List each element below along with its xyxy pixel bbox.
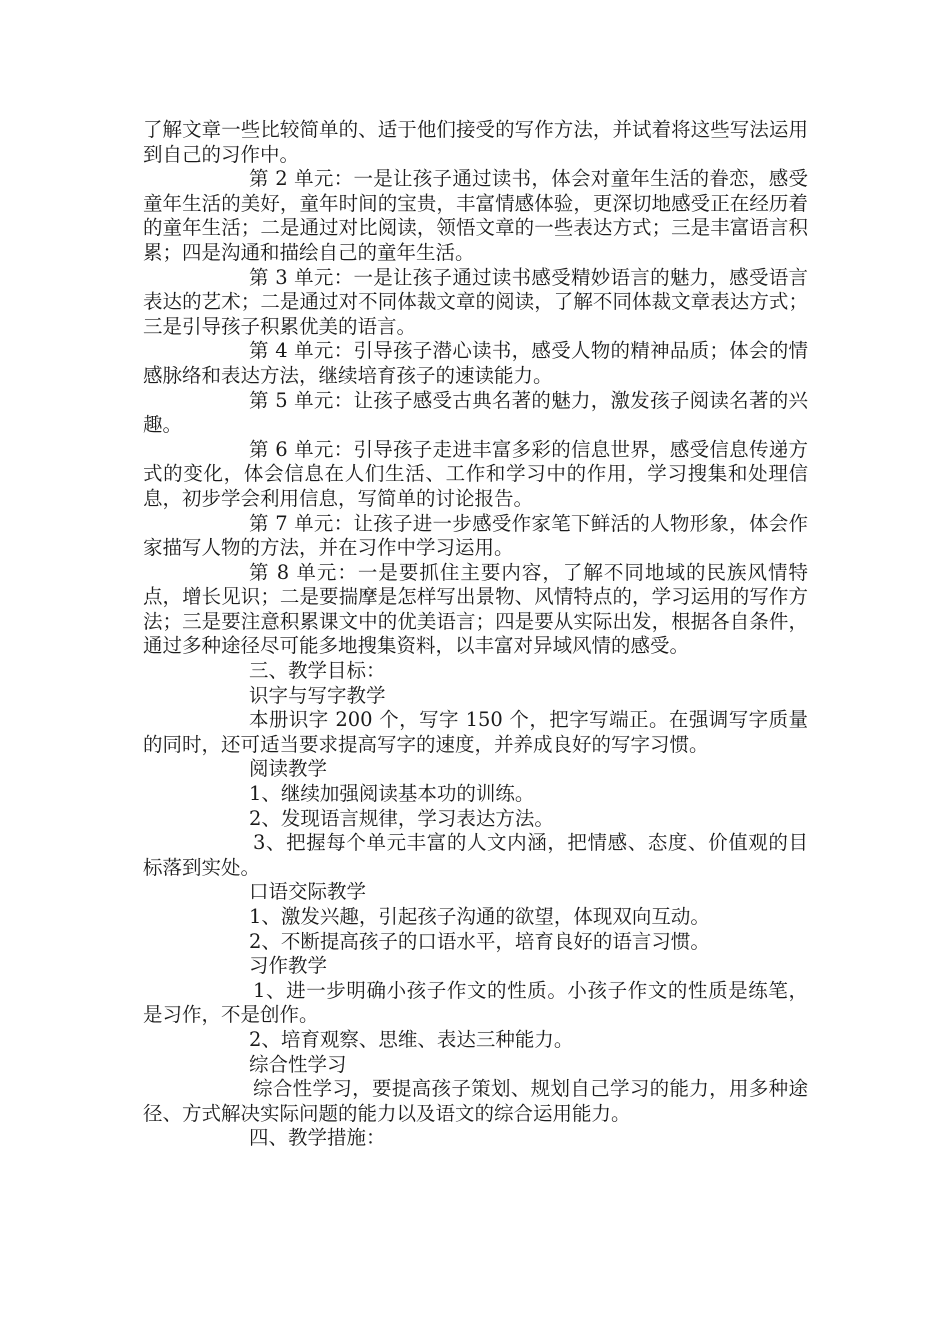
- list-item-reading-2: 2、发现语言规律，学习表达方法。: [249, 806, 554, 830]
- document-body: [143, 118, 808, 1151]
- paragraph-writing-methods: 了解文章一些比较简单的、适于他们接受的写作方法，并试着将这些写法运用到自己的习作中。: [143, 118, 808, 166]
- paragraph-unit-8: 第 8 单元：一是要抓住主要内容，了解不同地域的民族风情特点，增长见识；二是要揣摩是怎样写出景物、风情特点的，学习运用的写作方法；三是要注意积累课文中的优美语言；四是要从实际出发，根据各自条件，通过多种途径尽可能多地搜集资料，以丰富对异域风情的感受。: [143, 560, 808, 658]
- list-item-oral-2: 2、不断提高孩子的口语水平，培育良好的语言习惯。: [249, 929, 710, 953]
- paragraph-unit-7: 第 7 单元：让孩子进一步感受作家笔下鲜活的人物形象，体会作家描写人物的方法，并在习作中学习运用。: [143, 511, 808, 560]
- paragraph-unit-3: 第 3 单元：一是让孩子通过读书感受精妙语言的魅力，感受语言表达的艺术；二是通过对不同体裁文章的阅读，了解不同体裁文章表达方式；三是引导孩子积累优美的语言。: [143, 265, 808, 338]
- section-heading-teaching-measures: 四、教学措施：: [249, 1126, 386, 1150]
- paragraph-unit-4: 第 4 单元：引导孩子潜心读书，感受人物的精神品质；体会的情感脉络和表达方法，继续培育孩子的速读能力。: [143, 339, 808, 387]
- paragraph-unit-2: 第 2 单元：一是让孩子通过读书，体会对童年生活的眷恋，感受童年生活的美好，童年时间的宝贵，丰富情感体验，更深切地感受正在经历着的童年生活；二是通过对比阅读，领悟文章的一些表达方式；三是丰富语言积累；四是沟通和描绘自己的童年生活。: [143, 167, 808, 264]
- subheading-reading: 阅读教学: [249, 757, 328, 781]
- list-item-oral-1: 1、激发兴趣，引起孩子沟通的欲望，体现双向互动。: [249, 905, 710, 928]
- list-item-reading-3: 3、把握每个单元丰富的人文内涵，把情感、态度、价值观的目标落到实处。: [143, 831, 808, 879]
- section-heading-teaching-goals: 三、教学目标：: [249, 659, 386, 683]
- paragraph-unit-6: 第 6 单元：引导孩子走进丰富多彩的信息世界，感受信息传递方式的变化，体会信息在人们生活、工作和学习中的作用，学习搜集和处理信息，初步学会利用信息，写简单的讨论报告。: [143, 437, 808, 510]
- list-item-reading-1: 1、继续加强阅读基本功的训练。: [249, 782, 535, 806]
- paragraph-unit-5: 第 5 单元：让孩子感受古典名著的魅力，激发孩子阅读名著的兴趣。: [143, 388, 808, 437]
- list-item-composition-1: 1、进一步明确小孩子作文的性质。小孩子作文的性质是练笔，是习作，不是创作。: [143, 978, 808, 1027]
- subheading-composition: 习作教学: [249, 954, 328, 978]
- list-item-composition-2: 2、培育观察、思维、表达三种能力。: [249, 1027, 574, 1051]
- subheading-literacy-writing: 识字与写字教学: [249, 683, 386, 707]
- paragraph-literacy-writing: 本册识字 200 个，写字 150 个，把字写端正。在强调写字质量的同时，还可适当要求提高写字的速度，并养成良好的写字习惯。: [143, 708, 808, 756]
- subheading-oral-communication: 口语交际教学: [249, 880, 367, 904]
- paragraph-comprehensive-learning: 综合性学习，要提高孩子策划、规划自己学习的能力，用多种途径、方式解决实际问题的能力以及语文的综合运用能力。: [143, 1077, 808, 1125]
- subheading-comprehensive-learning: 综合性学习: [249, 1052, 347, 1076]
